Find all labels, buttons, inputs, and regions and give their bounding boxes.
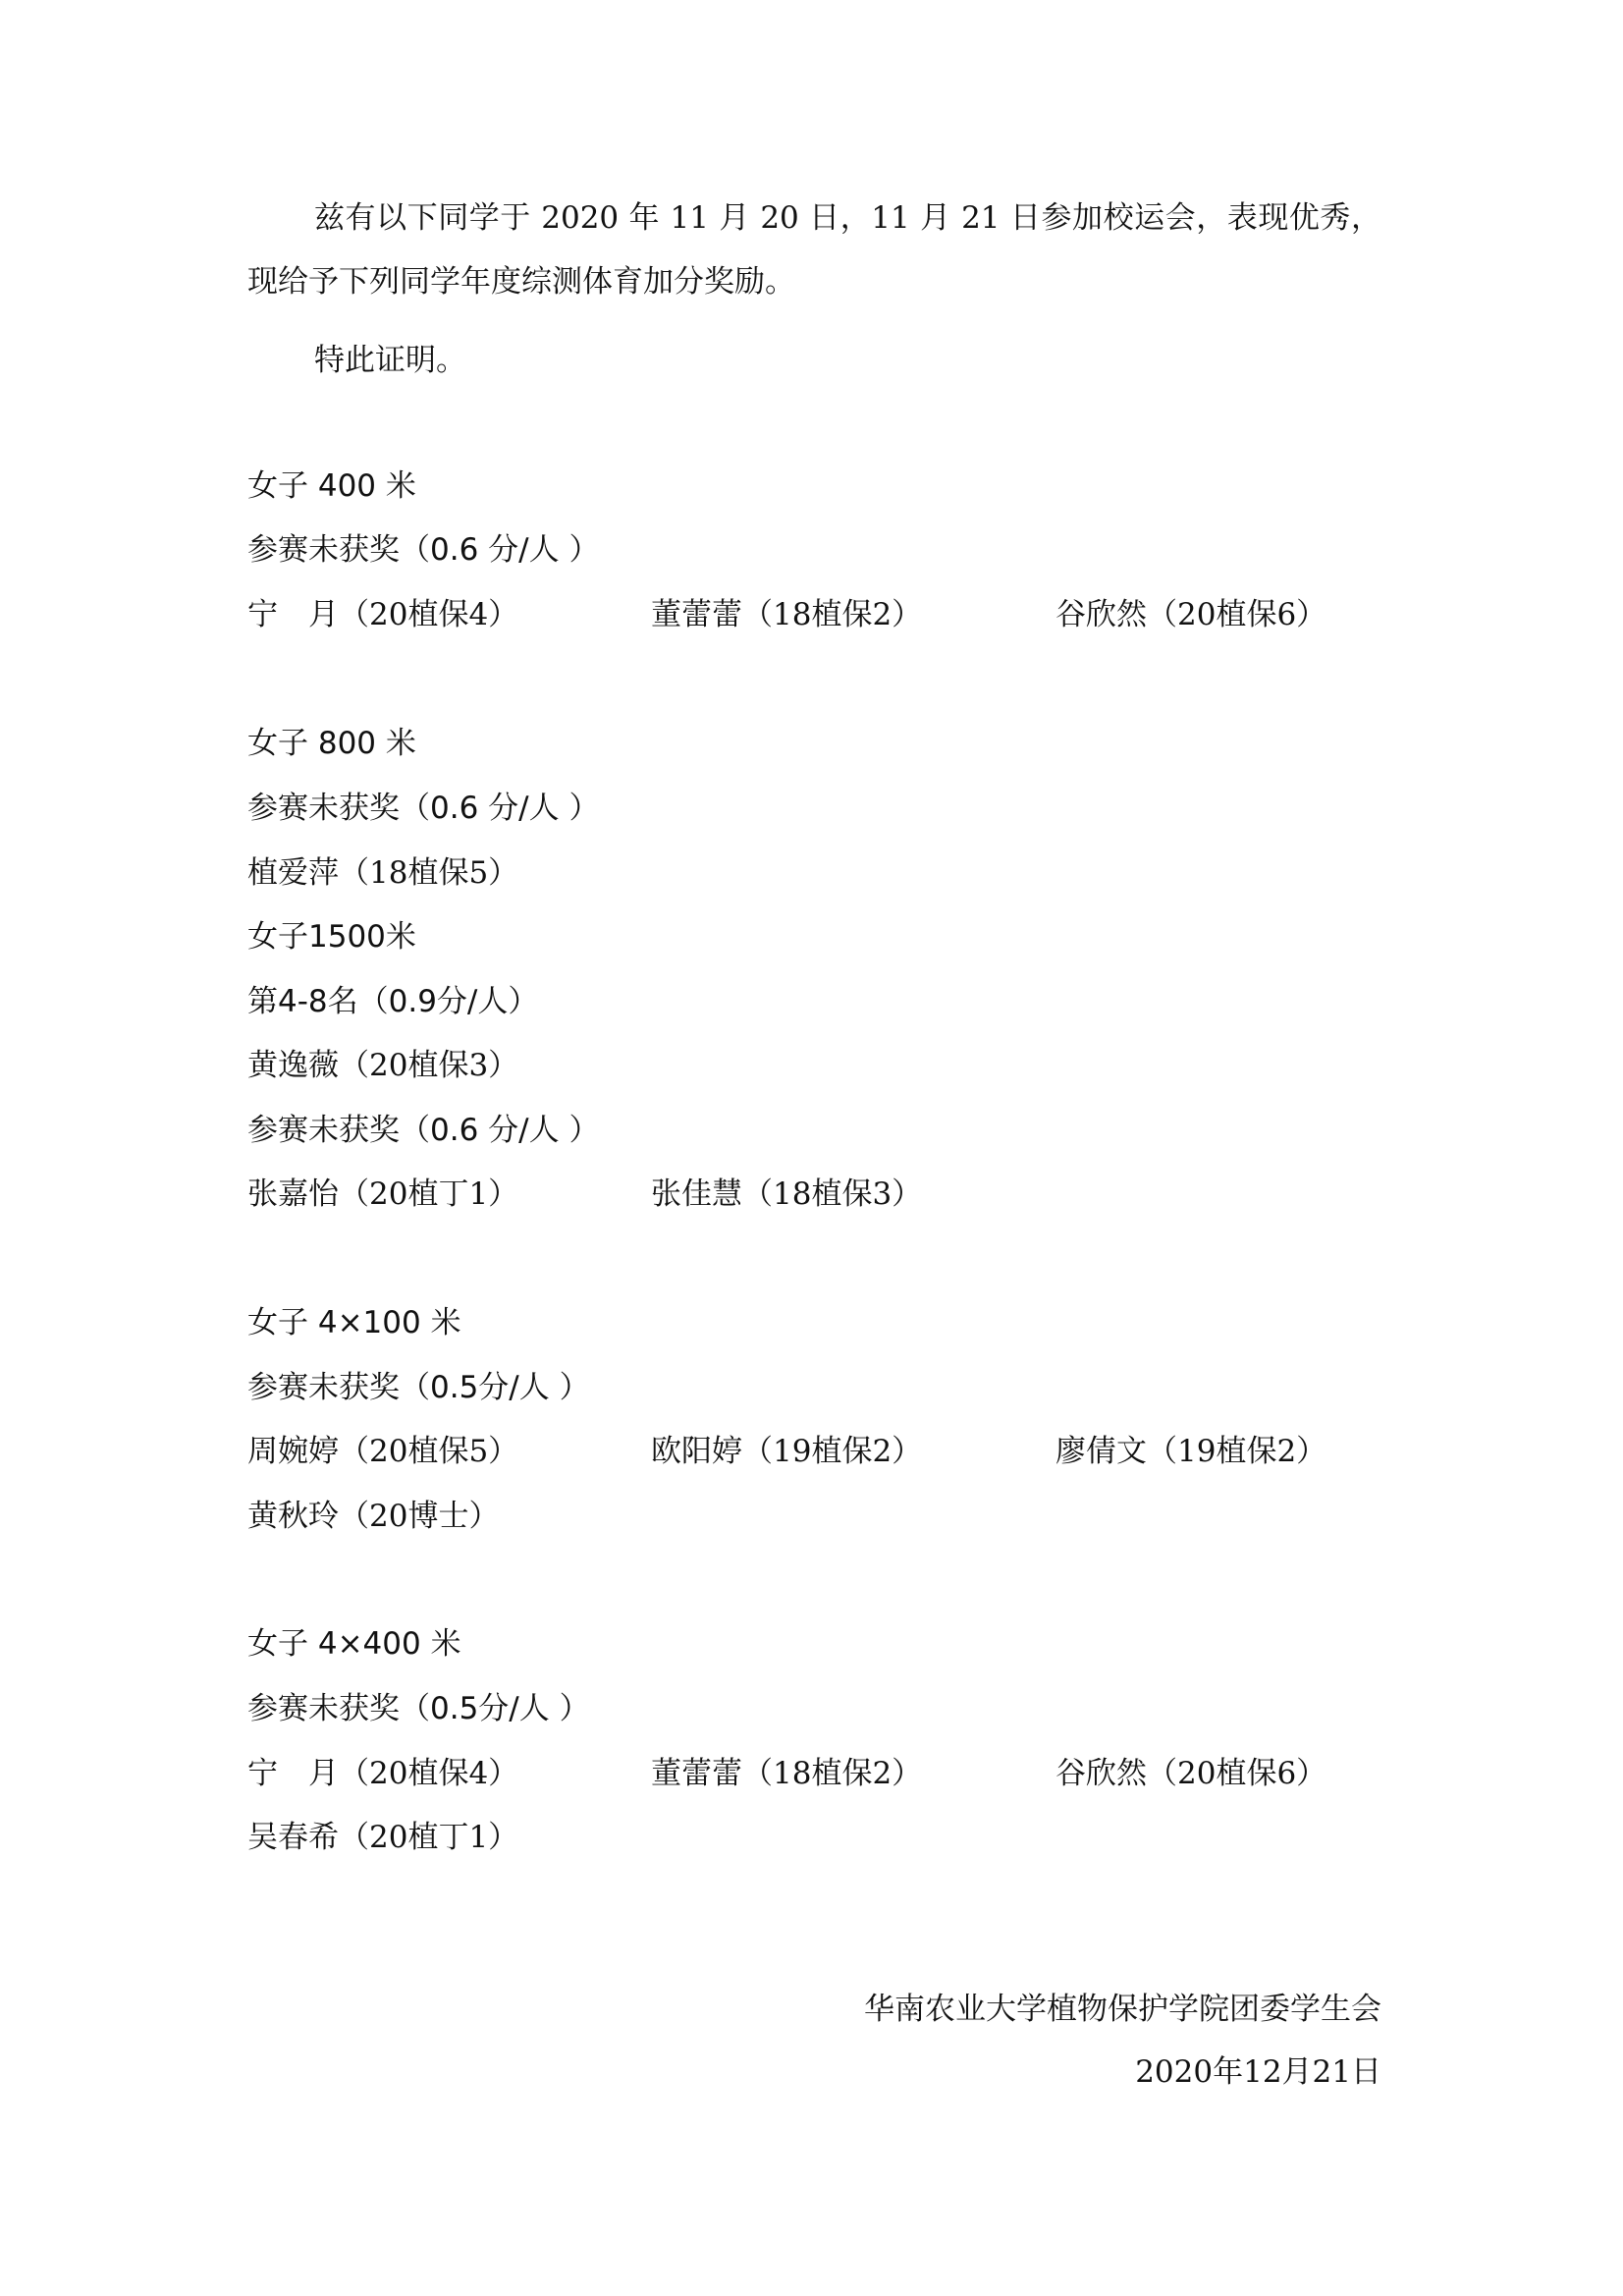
award-category: 参赛未获奖（0.6 分/人 ）	[247, 1113, 600, 1148]
intro-text: 兹有以下同学于 2020 年 11 月 20 日，11 月 21 日参加校运会，表现优秀，现给予下列同学年度综测	[247, 200, 1381, 300]
award-category: 参赛未获奖（0.5分/人 ）	[247, 1370, 590, 1405]
student-name: 董蕾蕾（18植保2）	[651, 597, 923, 632]
student-name: 张佳慧（18植保3）	[651, 1176, 923, 1212]
student-name: 廖倩文（19植保2）	[1055, 1434, 1327, 1469]
award-category: 第4-8名（0.9分/人）	[247, 984, 539, 1019]
intro-bold-text: 体育加分	[582, 264, 704, 300]
event-title: 女子 400 米	[247, 468, 416, 504]
award-category: 参赛未获奖（0.6 分/人 ）	[247, 532, 600, 568]
award-category: 参赛未获奖（0.5分/人 ）	[247, 1691, 590, 1726]
student-name: 谷欣然（20植保6）	[1055, 597, 1327, 632]
signature-date: 2020年12月21日	[1135, 2054, 1381, 2090]
certify-line: 特此证明。	[314, 343, 466, 378]
intro-paragraph	[247, 187, 1381, 314]
student-name: 黄逸薇（20植保3）	[247, 1048, 519, 1083]
award-category: 参赛未获奖（0.6 分/人 ）	[247, 791, 600, 826]
event-title: 女子 4×100 米	[247, 1305, 461, 1340]
event-title: 女子1500米	[247, 919, 416, 955]
student-name: 张嘉怡（20植丁1）	[247, 1176, 519, 1212]
student-name: 欧阳婷（19植保2）	[651, 1434, 923, 1469]
student-name: 宁 月（20植保4）	[247, 1756, 519, 1791]
student-name: 植爱萍（18植保5）	[247, 855, 519, 891]
event-title: 女子 800 米	[247, 726, 416, 761]
student-name: 吴春希（20植丁1）	[247, 1820, 519, 1855]
student-name: 黄秋玲（20博士）	[247, 1499, 500, 1534]
student-name: 周婉婷（20植保5）	[247, 1434, 519, 1469]
student-name: 宁 月（20植保4）	[247, 597, 519, 632]
student-name: 谷欣然（20植保6）	[1055, 1756, 1327, 1791]
signature-organization: 华南农业大学植物保护学院团委学生会	[864, 1992, 1381, 2027]
student-name: 董蕾蕾（18植保2）	[651, 1756, 923, 1791]
event-title: 女子 4×400 米	[247, 1626, 461, 1662]
intro-text-end: 奖励。	[704, 264, 795, 300]
